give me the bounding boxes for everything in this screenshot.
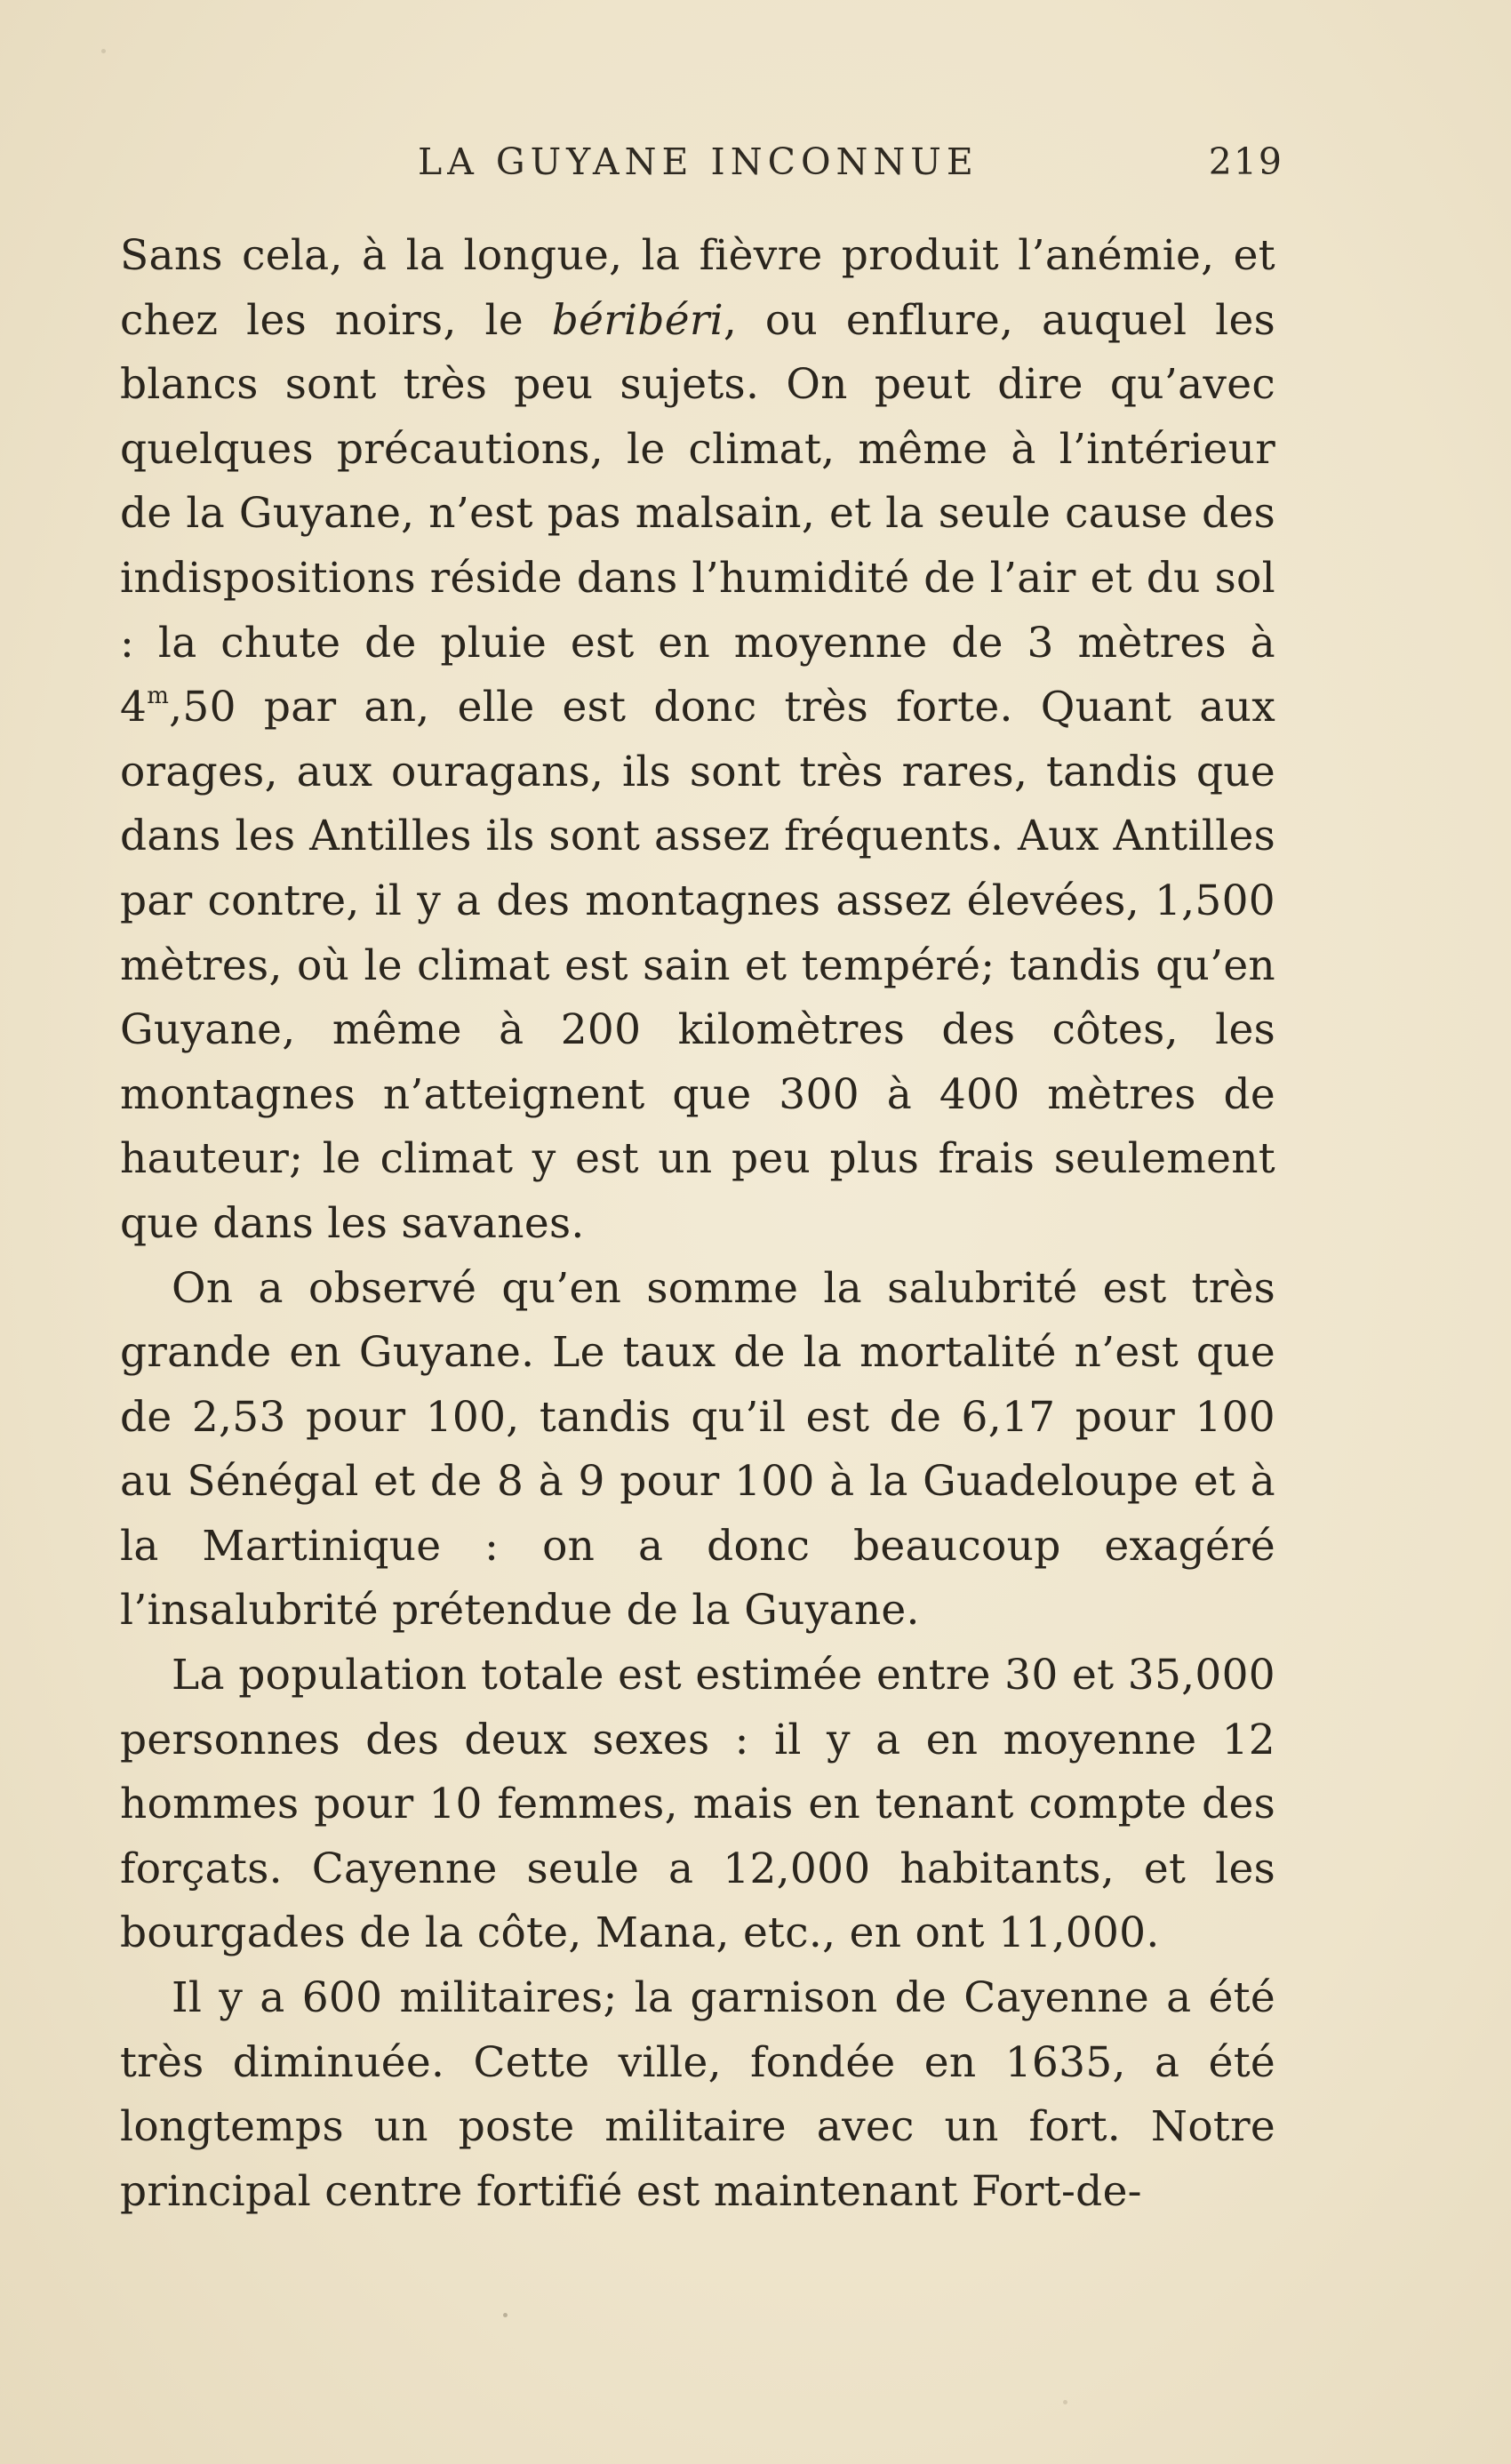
body-text: [120, 224, 1275, 2224]
paragraph-mortality: On a observé qu’en somme la salubrité est très grande en Guyane. Le taux de la mortalité n’est que de 2,53 pour 100, tandis qu’il est de 6,17 pour 100 au Sénégal et de 8 à 9 pour 100 à la Guadeloupe et à la Martinique : on a donc beaucoup exagéré l’insalubrité prétendue de la Guyane.: [120, 1263, 1275, 1636]
paper-speck: [1063, 2400, 1067, 2404]
paragraph-climate-part-a: Sans cela, à la longue, la fièvre produit l’anémie, et chez les noirs, le: [120, 231, 1275, 345]
running-title: LA GUYANE INCONNUE: [418, 140, 979, 183]
page-number: 219: [1208, 140, 1283, 183]
beriberi-term: béribéri: [551, 295, 724, 345]
paragraph-climate: [120, 224, 1275, 1257]
meter-superscript: m: [147, 683, 170, 710]
paper-speck: [503, 2313, 508, 2317]
paragraph-military: Il y a 600 militaires; la garnison de Cayenne a été très diminuée. Cette ville, fondée en 1635, a été longtemps un poste militaire avec un fort. Notre principal centre fortifié est maintenant Fort-de-: [120, 1973, 1275, 2216]
paragraph-population: La population totale est estimée entre 30 et 35,000 personnes des deux sexes : il y a en moyenne 12 hommes pour 10 femmes, mais en tenant compte des forçats. Cayenne seule a 12,000 habitants, et les bourgades de la côte, Mana, etc., en ont 11,000.: [120, 1651, 1275, 1958]
paragraph-climate-part-b: , ou enflure, auquel les blancs sont très peu sujets. On peut dire qu’avec quelques précautions, le climat, même à l’intérieur de la Guyane, n’est pas malsain, et la seule cause des indispositions réside dans l’humidité de l’air et du sol : la chute de pluie est en moyenne de 3 mètres à 4: [120, 295, 1275, 732]
paper-speck: [101, 49, 106, 53]
page-header: [117, 140, 1283, 194]
paragraph-climate-part-c: ,50 par an, elle est donc très forte. Quant aux orages, aux ouragans, ils sont très rares, tandis que dans les Antilles ils sont assez fréquents. Aux Antilles par contre, il y a des montagnes assez élevées, 1,500 mètres, où le climat est sain et tempéré; tandis qu’en Guyane, même à 200 kilomètres des côtes, les montagnes n’atteignent que 300 à 400 mètres de hauteur; le climat y est un peu plus frais seulement que dans les savanes.: [120, 683, 1275, 1248]
